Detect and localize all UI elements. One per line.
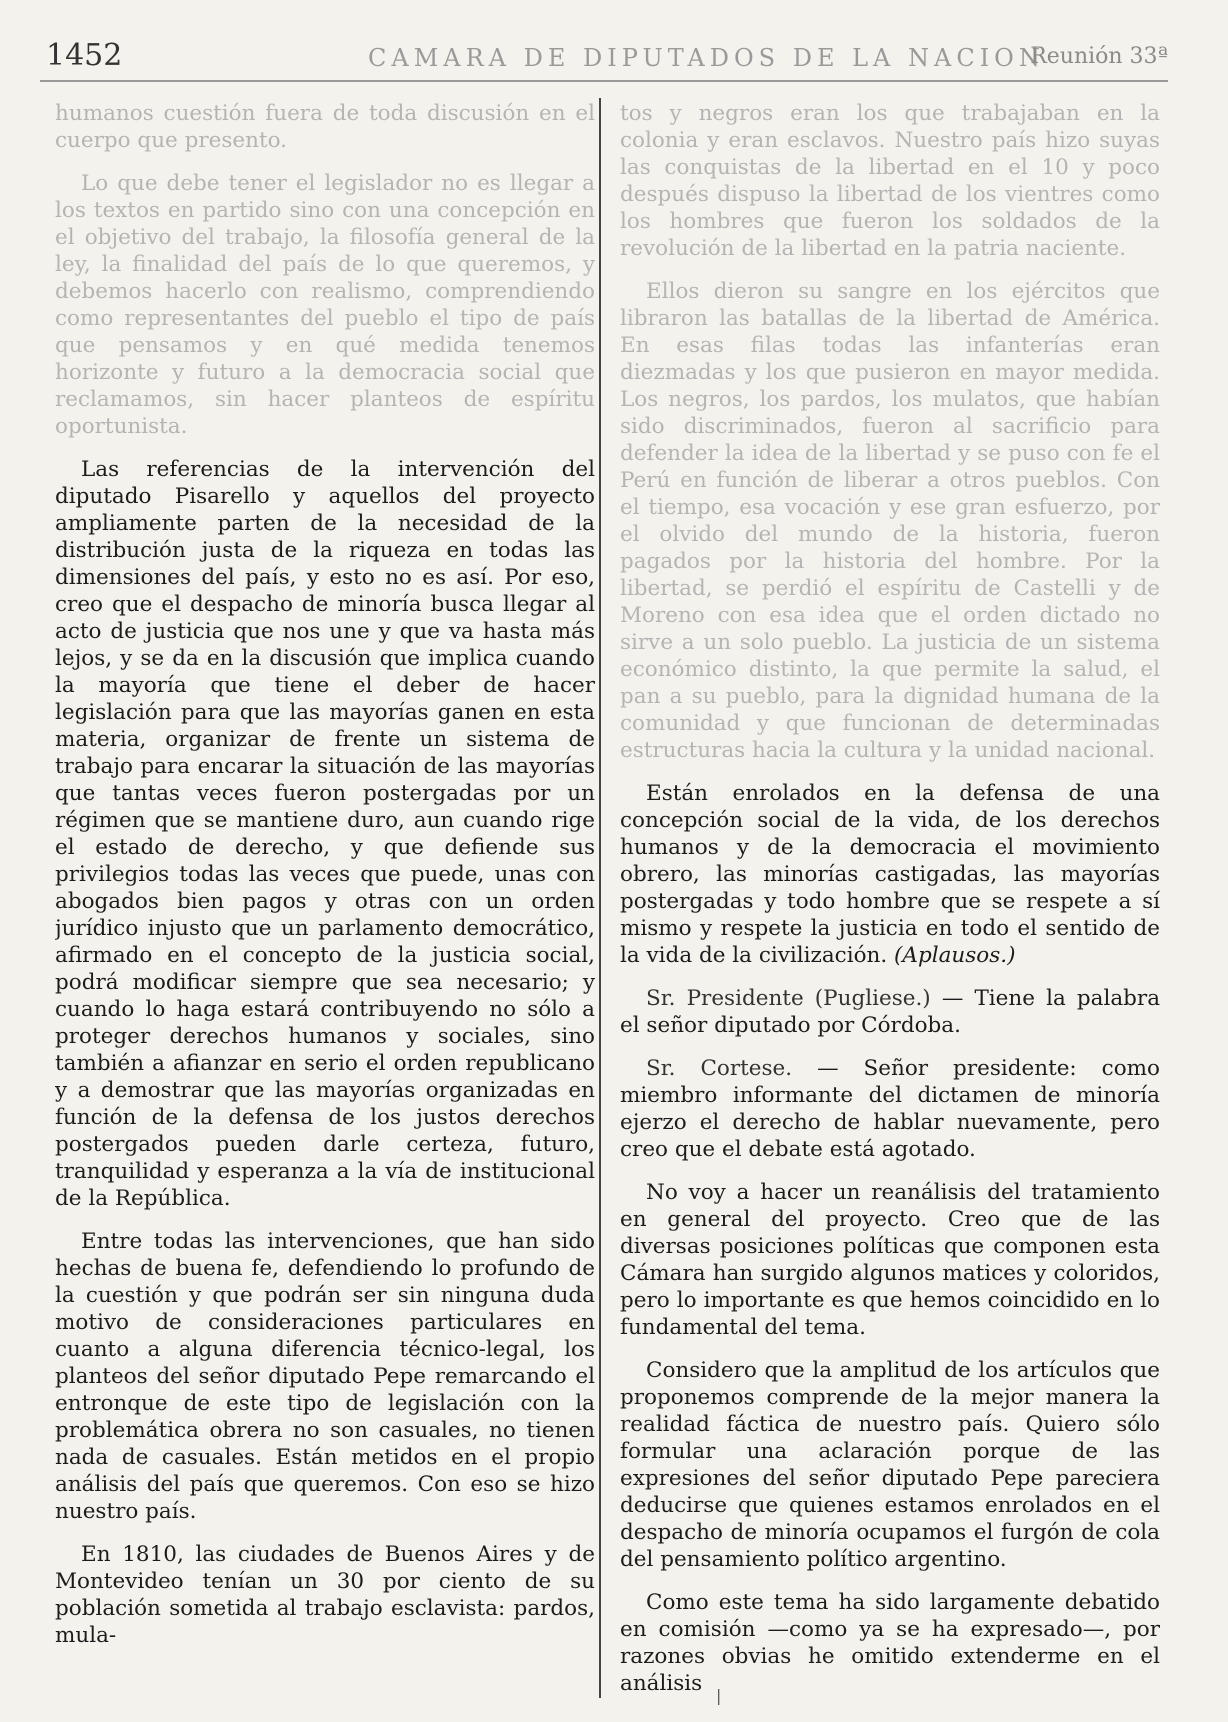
paragraph-text: Como este tema ha sido largamente debatido en comisión —como ya se ha expresado—, por razones obvias he omitido extenderme en el análisis [620,1590,1160,1696]
left-paragraph [55,170,595,440]
paragraph-text: En 1810, las ciudades de Buenos Aires y de Montevideo tenían un 30 por ciento de su población sometida al trabajo esclavista: pardos, mula- [55,1542,595,1648]
right-paragraph [620,100,1160,262]
paragraph-text: No voy a hacer un reanálisis del tratamiento en general del proyecto. Creo que de las diversas posiciones políticas que componen esta Cámara han surgido algunos matices y coloridos, pero lo importante es que hemos coincidido en lo fundamental del tema. [620,1180,1160,1340]
paragraph-text: Considero que la amplitud de los artículos que proponemos comprende de la mejor manera la realidad fáctica de nuestro país. Quiero sólo formular una aclaración porque de las expresiones del señor diputado Pepe pareciera deducirse que quienes estamos enrolados en el despacho de minoría ocupamos el furgón de cola del pensamiento político argentino. [620,1358,1160,1572]
right-paragraph [620,278,1160,764]
paragraph-text: Entre todas las intervenciones, que han sido hechas de buena fe, defendiendo lo profundo de la cuestión y que podrán ser sin ninguna duda motivo de consideraciones particulares en cuanto a alguna diferencia técnico-legal, los planteos del señor diputado Pepe remarcando el entronque de este tipo de legislación con la problemática obrera no son casuales, no tienen nada de casuales. Están metidos en el propio análisis del país que queremos. Con eso se hizo nuestro país. [55,1229,595,1524]
page-number: 1452 [46,38,123,73]
right-paragraph [620,1589,1160,1697]
right-paragraph [620,985,1160,1039]
footer-mark: | [716,1686,722,1705]
page-title: CAMARA DE DIPUTADOS DE LA NACION [368,44,1045,72]
session-label: Reunión 33ª [1030,44,1168,69]
paragraph-text: Ellos dieron su sangre en los ejércitos que libraron las batallas de la libertad de América. En esas filas todas las infanterías eran diezmadas y los que pusieron en mayor medida. Los negros, los pardos, los mulatos, que habían sido discriminados, fueron al sacrificio para defender la idea de la libertad y se puso con fe el Perú en función de liberar a otros pueblos. Con el tiempo, esa vocación y ese gran esfuerzo, por el olvido del mundo de la historia, fueron pagados por la historia del hombre. Por la libertad, se perdió el espíritu de Castelli y de Moreno con esa idea que el orden dictado no sirve a un solo pueblo. La justicia de un sistema económico distinto, la que permite la salud, el pan a su pueblo, para la dignidad humana de la comunidad y que funcionan de determinadas estructuras hacia la cultura y la unidad nacional. [620,279,1160,763]
left-paragraph [55,1228,595,1525]
column-divider [599,98,601,1698]
left-paragraph [55,1541,595,1649]
right-paragraph [620,1357,1160,1573]
header-rule [40,80,1168,82]
paragraph-text: — Señor presidente: como miembro informante del dictamen de minoría ejerzo el derecho de hablar nuevamente, pero creo que el debate está agotado. [620,1056,1160,1162]
page-header [38,30,1168,76]
right-paragraph [620,1179,1160,1341]
right-column [620,100,1160,1700]
right-paragraph [620,1055,1160,1163]
paragraph-text: — Tiene la palabra el señor diputado por Córdoba. [620,986,1160,1038]
left-paragraph [55,456,595,1212]
paragraph-text: tos y negros eran los que trabajaban en la colonia y eran esclavos. Nuestro país hizo suyas las conquistas de la libertad en el 10 y poco después dispuso la libertad de los vientres como los hombres que fueron los soldados de la revolución de la libertad en la patria naciente. [620,101,1160,261]
paragraph-text: humanos cuestión fuera de toda discusión en el cuerpo que presento. [55,101,595,153]
paragraph-text: Están enrolados en la defensa de una concepción social de la vida, de los derechos humanos y de la democracia el movimiento obrero, las minorías castigadas, las mayorías postergadas y todo hombre que se respete a sí mismo y respete la justicia en todo el sentido de la vida de la civilización. [620,781,1160,968]
speaker-name: Sr. Presidente (Pugliese.) [646,986,931,1011]
paragraph-text: Las referencias de la intervención del diputado Pisarello y aquellos del proyecto ampliamente parten de la necesidad de la distribución justa de la riqueza en todas las dimensiones del país, y esto no es así. Por eso, creo que el despacho de minoría busca llegar al acto de justicia que nos une y que va hasta más lejos, y se da en la discusión que implica cuando la mayoría que tiene el deber de hacer legislación para que las mayorías ganen en esta materia, organizar de frente un sistema de trabajo para encarar la situación de las mayorías que tantas veces fueron postergadas por un régimen que se mantiene duro, aun cuando rige el estado de derecho, y que defiende sus privilegios todas las veces que puede, unas con abogados bien pagos y otras con un orden jurídico injusto que un parlamento democrático, afirmado en el concepto de la justicia social, podrá modificar siempre que sea necesario; y cuando lo haga estará contribuyendo no sólo a proteger derechos humanos y sociales, sino también a afianzar en serio el orden republicano y a demostrar que las mayorías organizadas en función de la defensa de los justos derechos postergados pueden darle certeza, futuro, tranquilidad y esperanza a la vía de institucional de la República. [55,457,595,1211]
paragraph-text: Lo que debe tener el legislador no es llegar a los textos en partido sino con una concepción en el objetivo del trabajo, la filosofía general de la ley, la finalidad del país de lo que queremos, y debemos hacerlo con realismo, comprendiendo como representantes del pueblo el tipo de país que pensamos y en qué medida tenemos horizonte y futuro a la democracia social que reclamamos, sin hacer planteos de espíritu oportunista. [55,171,595,439]
left-paragraph [55,100,595,154]
applause-note: (Aplausos.) [894,943,1016,968]
speaker-name: Sr. Cortese. [646,1056,793,1081]
right-paragraph [620,780,1160,969]
left-column [55,100,595,1700]
